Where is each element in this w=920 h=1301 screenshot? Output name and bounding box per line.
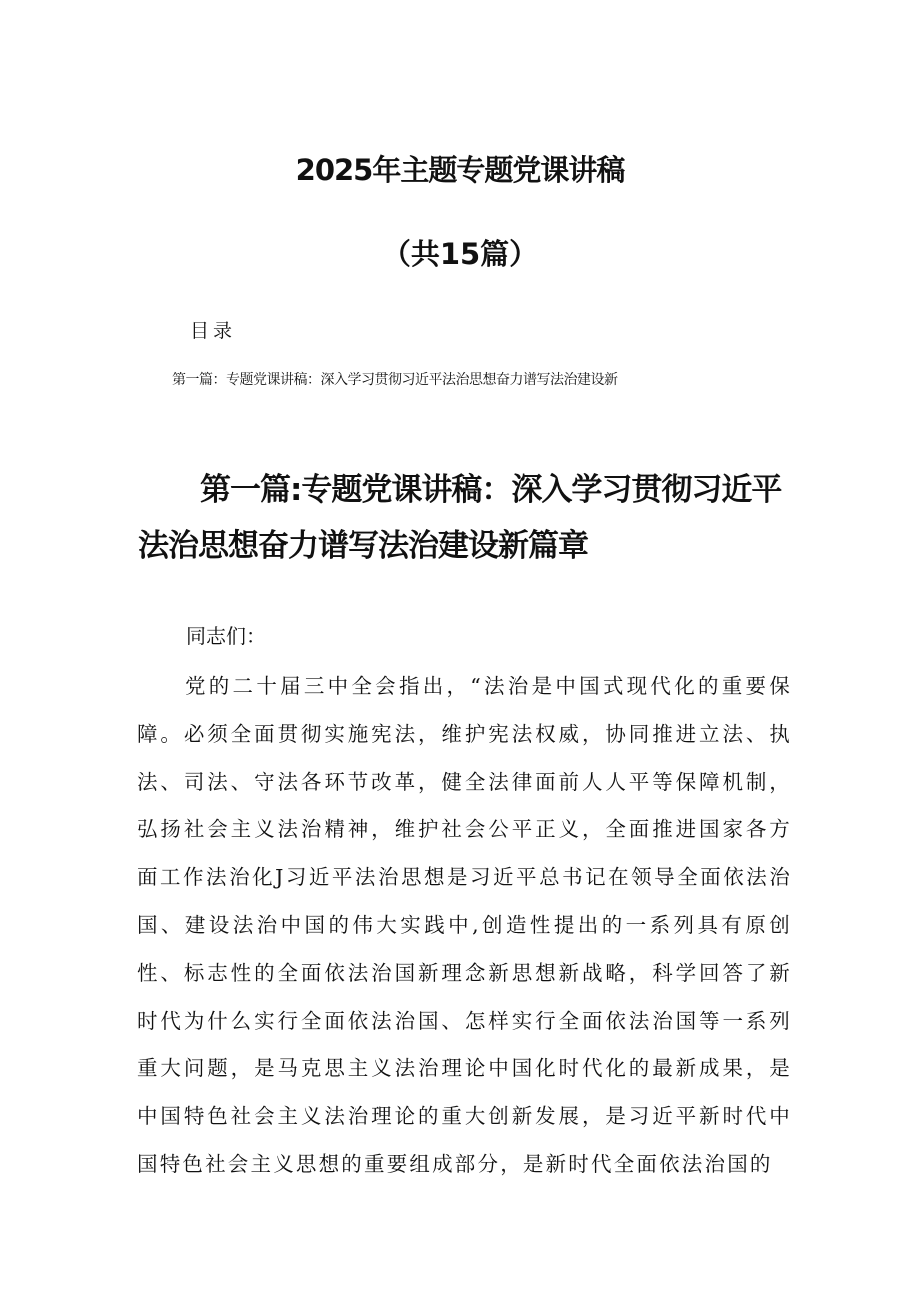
greeting-text: 同志们： [186, 624, 266, 648]
body-paragraph: 党的二十届三中全会指出，“法治是中国式现代化的重要保障。必须全面贯彻实施宪法，维护宪法权威，协同推进立法、执法、司法、守法各环节改革，健全法律面前人人平等保障机制，弘扬社会主义法治精神，维护社会公平正义，全面推进国家各方面工作法治化J习近平法治思想是习近平总书记在领导全面依法治国、建设法治中国的伟大实践中,创造性提出的一系列具有原创性、标志性的全面依法治国新理念新思想新战略，科学回答了新时代为什么实行全面依法治国、怎样实行全面依法治国等一系列重大问题，是马克思主义法治理论中国化时代化的最新成果，是中国特色社会主义法治理论的重大创新发展，是习近平新时代中国特色社会主义思想的重要组成部分，是新时代全面依法治国的 [137, 674, 792, 1176]
document-title: 2025年主题专题党课讲稿 [295, 153, 625, 187]
toc-heading: 目录 [190, 320, 237, 342]
document-subtitle: （共15篇） [381, 237, 539, 271]
toc-entry[interactable]: 第一篇：专题党课讲稿：深入学习贯彻习近平法治思想奋力谱写法治建设新 [172, 372, 618, 388]
chapter-heading: 第一篇:专题党课讲稿：深入学习贯彻习近平法治思想奋力谱写法治建设新篇章 [138, 472, 782, 564]
